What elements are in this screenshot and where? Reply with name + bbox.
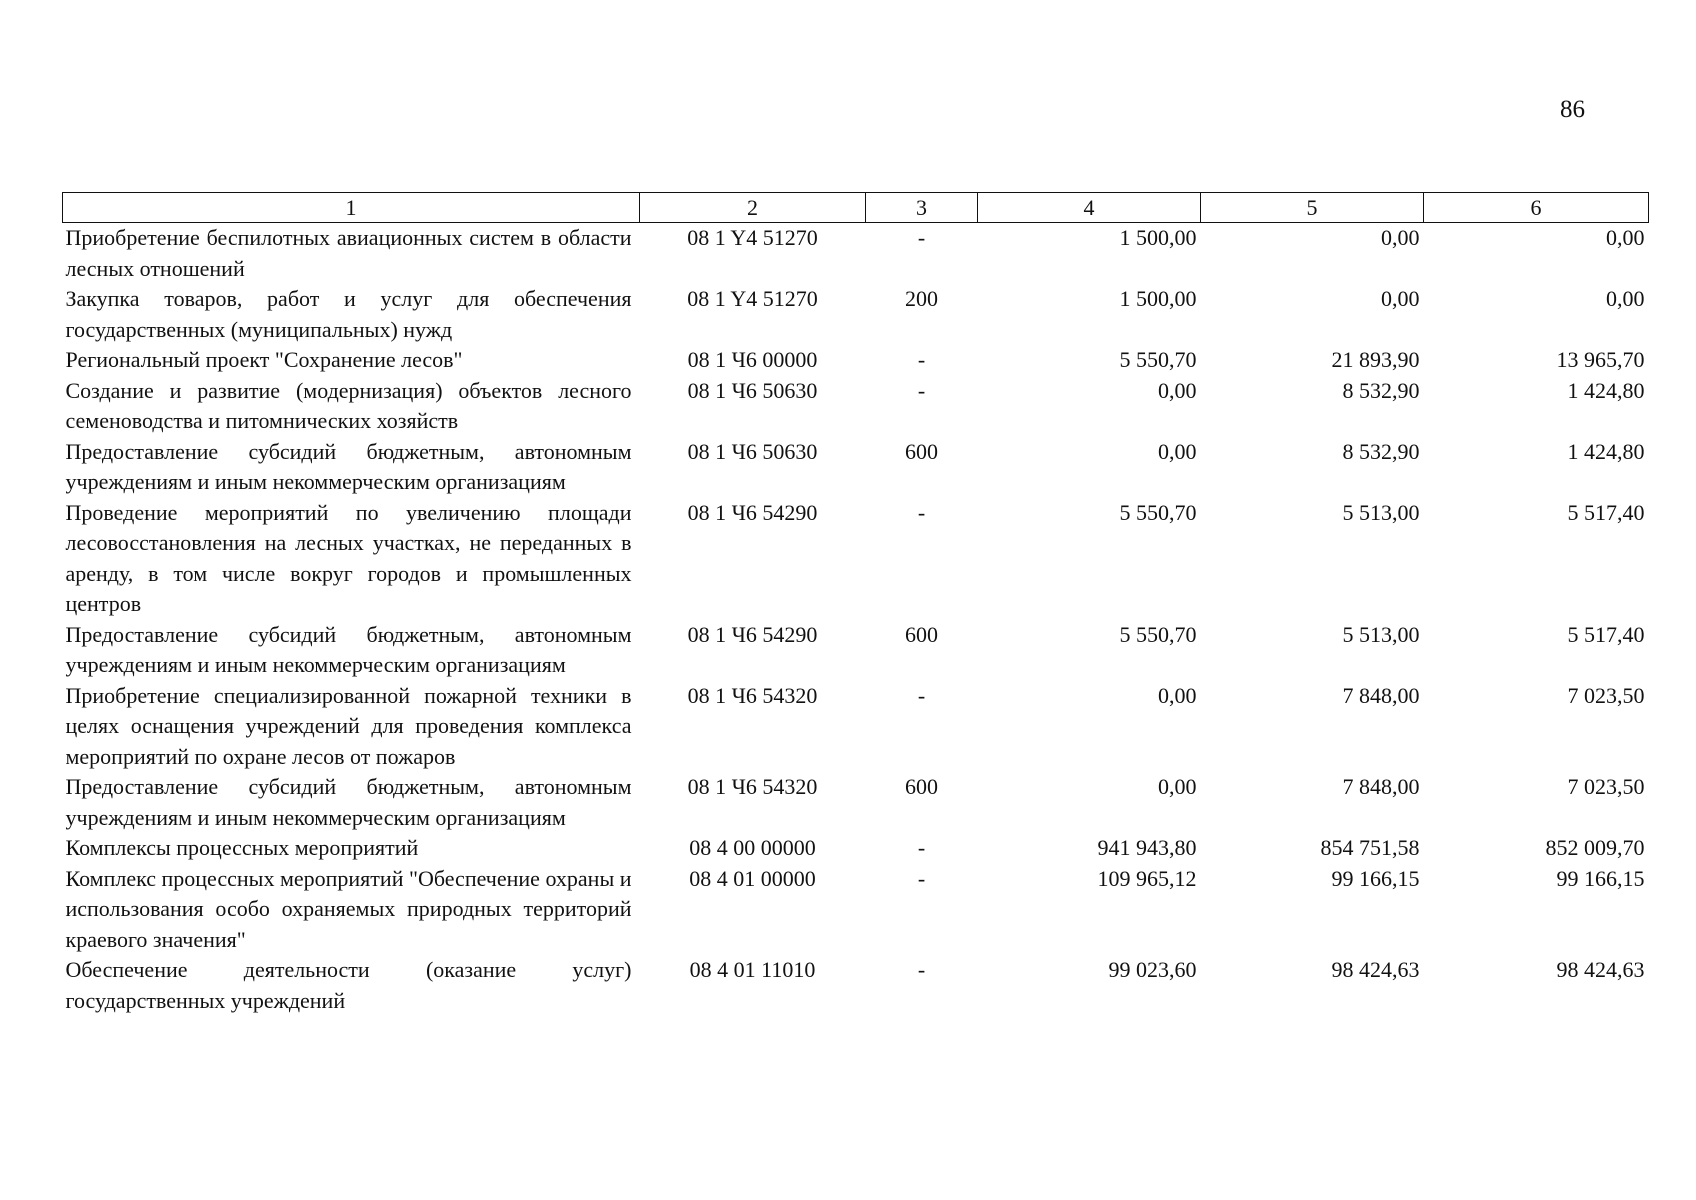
row-value-5: 0,00 bbox=[1381, 286, 1420, 311]
row-expense-type: 600 bbox=[905, 621, 938, 647]
row-value-5: 99 166,15 bbox=[1331, 865, 1420, 891]
row-value-4: 0,00 bbox=[1158, 774, 1197, 799]
row-name: Обеспечение деятельности (оказание услуг) государственных учреждений bbox=[65, 957, 632, 1013]
row-value-5: 5 513,00 bbox=[1342, 621, 1420, 647]
row-value-6: 5 517,40 bbox=[1567, 621, 1645, 647]
row-value-4: 5 550,70 bbox=[1119, 347, 1197, 372]
row-code: 08 4 00 00000 bbox=[689, 835, 816, 860]
row-value-4: 109 965,12 bbox=[1097, 865, 1197, 891]
row-value-5: 5 513,00 bbox=[1342, 499, 1420, 525]
row-value-4: 0,00 bbox=[1158, 377, 1197, 403]
row-expense-type: - bbox=[917, 865, 926, 891]
row-value-4: 0,00 bbox=[1158, 682, 1197, 708]
row-value-4: 5 550,70 bbox=[1119, 621, 1197, 647]
row-value-6: 7 023,50 bbox=[1567, 682, 1645, 708]
table-row bbox=[63, 620, 1649, 681]
table-row bbox=[63, 345, 1649, 376]
row-name: Создание и развитие (модернизация) объектов лесного семеноводства и питомнических хозяйств bbox=[65, 377, 632, 433]
row-expense-type: - bbox=[917, 682, 926, 708]
row-value-4: 5 550,70 bbox=[1119, 499, 1197, 525]
column-header-6: 6 bbox=[1424, 193, 1649, 223]
row-expense-type: - bbox=[917, 377, 926, 403]
table-row bbox=[63, 498, 1649, 620]
table-row bbox=[63, 772, 1649, 833]
column-header-1: 1 bbox=[63, 193, 640, 223]
row-value-5: 854 751,58 bbox=[1320, 835, 1420, 860]
row-value-4: 941 943,80 bbox=[1097, 835, 1197, 860]
row-name: Приобретение специализированной пожарной техники в целях оснащения учреждений для проведения комплекса мероприятий по охране лесов от пожаров bbox=[65, 682, 632, 769]
row-expense-type: 600 bbox=[905, 438, 938, 464]
row-value-4: 99 023,60 bbox=[1108, 957, 1197, 982]
row-value-5: 7 848,00 bbox=[1342, 774, 1420, 799]
row-expense-type: - bbox=[917, 225, 926, 250]
row-value-6: 5 517,40 bbox=[1567, 499, 1645, 525]
budget-table bbox=[62, 192, 1649, 1016]
page-number: 86 bbox=[1560, 96, 1585, 123]
table-row bbox=[63, 284, 1649, 345]
row-code: 08 4 01 00000 bbox=[689, 865, 816, 891]
row-value-5: 98 424,63 bbox=[1331, 957, 1420, 982]
row-value-6: 13 965,70 bbox=[1556, 347, 1645, 372]
row-code: 08 1 Y4 51270 bbox=[687, 225, 818, 250]
row-value-6: 98 424,63 bbox=[1556, 957, 1645, 982]
row-value-5: 8 532,90 bbox=[1342, 438, 1420, 464]
row-name: Закупка товаров, работ и услуг для обеспечения государственных (муниципальных) нужд bbox=[65, 286, 632, 342]
row-value-6: 99 166,15 bbox=[1556, 865, 1645, 891]
row-value-6: 0,00 bbox=[1606, 225, 1645, 250]
row-expense-type: - bbox=[917, 499, 926, 525]
row-value-5: 7 848,00 bbox=[1342, 682, 1420, 708]
row-code: 08 1 Y4 51270 bbox=[687, 286, 818, 311]
row-code: 08 1 Ч6 50630 bbox=[687, 438, 818, 464]
row-value-5: 0,00 bbox=[1381, 225, 1420, 250]
column-header-5: 5 bbox=[1201, 193, 1424, 223]
row-name: Приобретение беспилотных авиационных систем в области лесных отношений bbox=[65, 225, 632, 281]
row-name: Комплекс процессных мероприятий "Обеспечение охраны и использования особо охраняемых природных территорий краевого значения" bbox=[65, 865, 632, 952]
row-name: Предоставление субсидий бюджетным, автономным учреждениям и иным некоммерческим организациям bbox=[65, 621, 632, 677]
row-value-6: 1 424,80 bbox=[1567, 377, 1645, 403]
table-row bbox=[63, 864, 1649, 956]
row-name: Комплексы процессных мероприятий bbox=[65, 835, 419, 860]
row-code: 08 1 Ч6 54290 bbox=[687, 621, 818, 647]
column-header-3: 3 bbox=[866, 193, 978, 223]
row-name: Региональный проект "Сохранение лесов" bbox=[65, 347, 463, 372]
row-value-5: 21 893,90 bbox=[1331, 347, 1420, 372]
row-value-6: 0,00 bbox=[1606, 286, 1645, 311]
row-value-4: 1 500,00 bbox=[1119, 286, 1197, 311]
row-code: 08 1 Ч6 50630 bbox=[687, 377, 818, 403]
table-row bbox=[63, 681, 1649, 773]
row-expense-type: - bbox=[917, 835, 926, 860]
row-name: Проведение мероприятий по увеличению площади лесовосстановления на лесных участках, не переданных в аренду, в том числе вокруг городов и промышленных центров bbox=[65, 499, 632, 616]
table-row bbox=[63, 833, 1649, 864]
row-value-6: 1 424,80 bbox=[1567, 438, 1645, 464]
row-name: Предоставление субсидий бюджетным, автономным учреждениям и иным некоммерческим организациям bbox=[65, 438, 632, 494]
row-name: Предоставление субсидий бюджетным, автономным учреждениям и иным некоммерческим организациям bbox=[65, 774, 632, 830]
column-header-2: 2 bbox=[640, 193, 866, 223]
table-row bbox=[63, 376, 1649, 437]
row-value-6: 852 009,70 bbox=[1545, 835, 1645, 860]
row-expense-type: - bbox=[917, 957, 926, 982]
table-header-row bbox=[63, 193, 1649, 223]
row-code: 08 1 Ч6 00000 bbox=[687, 347, 818, 372]
row-value-4: 0,00 bbox=[1158, 438, 1197, 464]
table-row bbox=[63, 223, 1649, 285]
column-header-4: 4 bbox=[978, 193, 1201, 223]
row-expense-type: - bbox=[917, 347, 926, 372]
row-value-6: 7 023,50 bbox=[1567, 774, 1645, 799]
row-expense-type: 200 bbox=[905, 286, 938, 311]
row-code: 08 1 Ч6 54320 bbox=[687, 774, 818, 799]
row-value-4: 1 500,00 bbox=[1119, 225, 1197, 250]
table-row bbox=[63, 955, 1649, 1016]
row-value-5: 8 532,90 bbox=[1342, 377, 1420, 403]
row-code: 08 1 Ч6 54290 bbox=[687, 499, 818, 525]
row-expense-type: 600 bbox=[905, 774, 938, 799]
row-code: 08 4 01 11010 bbox=[689, 957, 816, 982]
row-code: 08 1 Ч6 54320 bbox=[687, 682, 818, 708]
table-row bbox=[63, 437, 1649, 498]
